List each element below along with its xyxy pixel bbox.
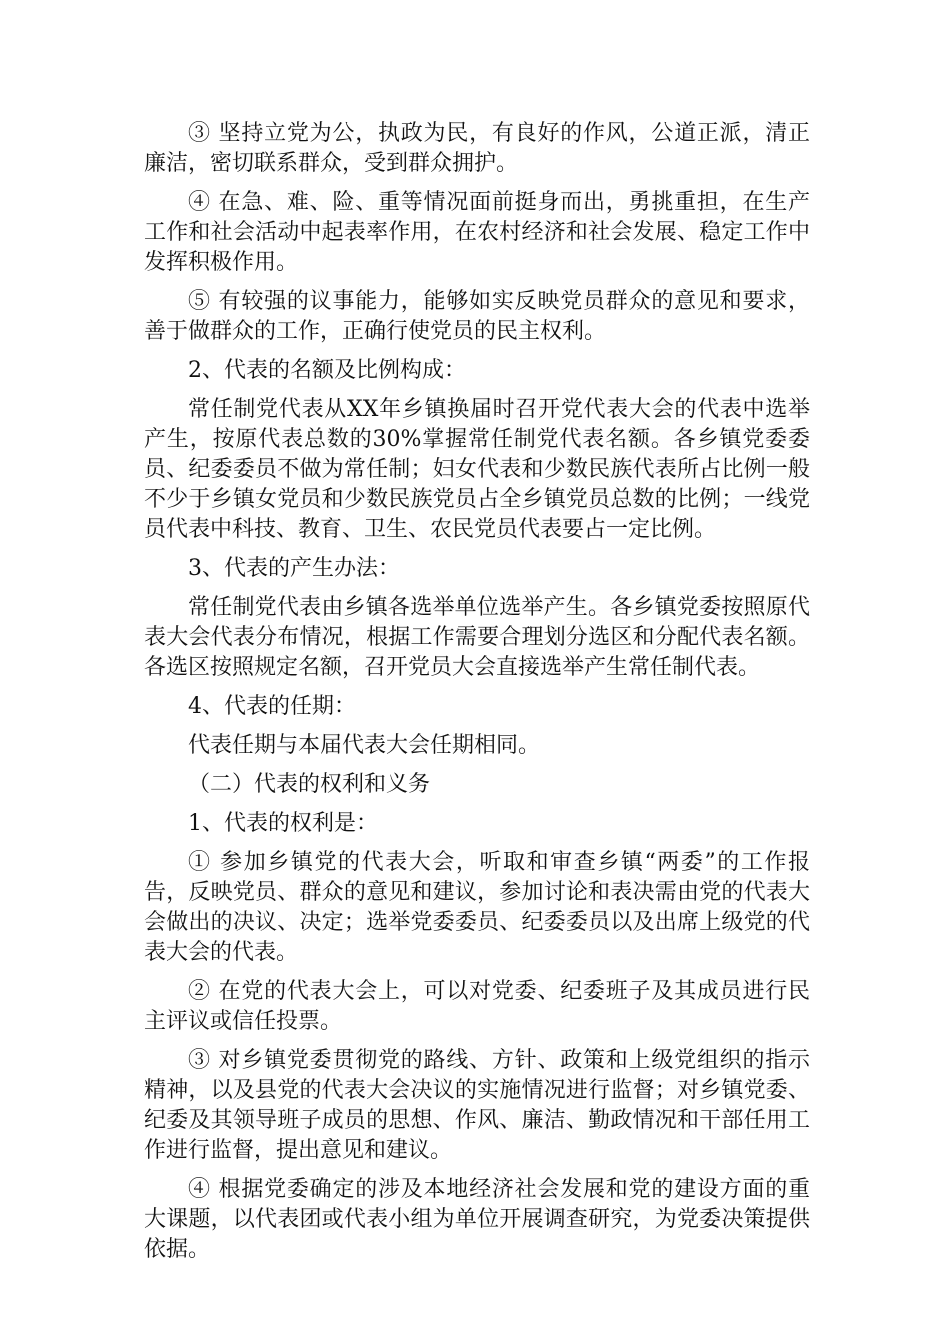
paragraph-item-5: ⑤ 有较强的议事能力，能够如实反映党员群众的意见和要求，善于做群众的工作，正确行使党员的民主权利。 xyxy=(144,289,810,344)
paragraph-right-4: ④ 根据党委确定的涉及本地经济社会发展和党的建设方面的重大课题，以代表团或代表小组为单位开展调查研究，为党委决策提供依据。 xyxy=(144,1177,810,1262)
paragraph-right-2: ② 在党的代表大会上，可以对党委、纪委班子及其成员进行民主评议或信任投票。 xyxy=(144,979,810,1034)
section-heading-quota: 2、代表的名额及比例构成： xyxy=(188,358,466,383)
paragraph-right-1: ① 参加乡镇党的代表大会，听取和审查乡镇“两委”的工作报告，反映党员、群众的意见和建议，参加讨论和表决需由党的代表大会做出的决议、决定；选举党委委员、纪委委员以及出席上级党的代表大会的代表。 xyxy=(144,850,810,965)
paragraph-item-4: ④ 在急、难、险、重等情况面前挺身而出，勇挑重担，在生产工作和社会活动中起表率作用，在农村经济和社会发展、稳定工作中发挥积极作用。 xyxy=(144,190,810,275)
section-heading-rights-duties: （二）代表的权利和义务 xyxy=(188,772,431,797)
section-heading-election: 3、代表的产生办法： xyxy=(188,556,400,581)
paragraph-election: 常任制党代表由乡镇各选举单位选举产生。各乡镇党委按照原代表大会代表分布情况，根据工作需要合理划分选区和分配代表名额。各选区按照规定名额，召开党员大会直接选举产生常任制代表。 xyxy=(144,595,810,680)
document-body xyxy=(144,119,810,1274)
paragraph-quota: 常任制党代表从XX年乡镇换届时召开党代表大会的代表中选举产生，按原代表总数的30%掌握常任制党代表名额。各乡镇党委委员、纪委委员不做为常任制；妇女代表和少数民族代表所占比例一般不少于乡镇女党员和少数民族党员占全乡镇党员总数的比例；一线党员代表中科技、教育、卫生、农民党员代表要占一定比例。 xyxy=(144,397,810,542)
paragraph-item-3: ③ 坚持立党为公，执政为民，有良好的作风，公道正派，清正廉洁，密切联系群众，受到群众拥护。 xyxy=(144,121,810,176)
paragraph-term: 代表任期与本届代表大会任期相同。 xyxy=(188,733,541,758)
section-heading-rights: 1、代表的权利是： xyxy=(188,811,378,836)
section-heading-term: 4、代表的任期： xyxy=(188,694,356,719)
paragraph-right-3: ③ 对乡镇党委贯彻党的路线、方针、政策和上级党组织的指示精神，以及县党的代表大会决议的实施情况进行监督；对乡镇党委、纪委及其领导班子成员的思想、作风、廉洁、勤政情况和干部任用工作进行监督，提出意见和建议。 xyxy=(144,1048,810,1163)
